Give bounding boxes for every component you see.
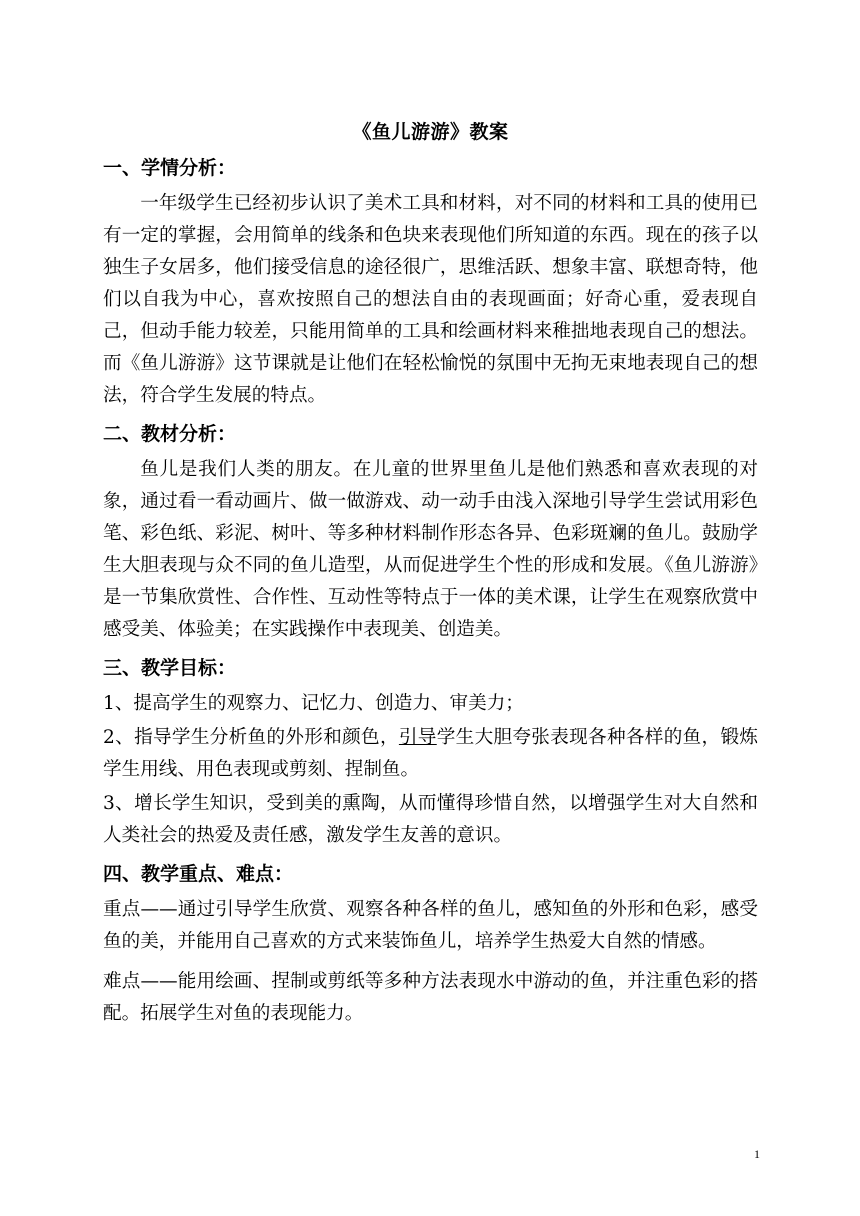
section-heading-teaching-goals: 三、教学目标： bbox=[103, 657, 237, 679]
material-analysis-paragraph: 鱼儿是我们人类的朋友。在儿童的世界里鱼儿是他们熟悉和喜欢表现的对象，通过看一看动画片、做一做游戏、动一动手由浅入深地引导学生尝试用彩色笔、彩色纸、彩泥、树叶、等多种材料制作形态各异、色彩斑斓的鱼儿。鼓励学生大胆表现与众不同的鱼儿造型，从而促进学生个性的形成和发展。《鱼儿游游》是一节集欣赏性、合作性、互动性等特点于一体的美术课，让学生在观察欣赏中感受美、体验美；在实践操作中表现美、创造美。 bbox=[103, 459, 758, 640]
teaching-goal-2-text-before: 2、指导学生分析鱼的外形和颜色， bbox=[103, 727, 399, 748]
teaching-goal-1: 1、提高学生的观察力、记忆力、创造力、审美力； bbox=[103, 693, 524, 714]
section-heading-student-analysis: 一、学情分析： bbox=[103, 157, 237, 179]
teaching-goal-2-underlined-text: 引导 bbox=[398, 727, 437, 748]
teaching-goal-2 bbox=[103, 722, 758, 786]
student-analysis-paragraph: 一年级学生已经初步认识了美术工具和材料，对不同的材料和工具的使用已有一定的掌握，会用简单的线条和色块来表现他们所知道的东西。现在的孩子以独生子女居多，他们接受信息的途径很广，思维活跃、想象丰富、联想奇特，他们以自我为中心，喜欢按照自己的想法自由的表现画面；好奇心重，爱表现自己，但动手能力较差，只能用简单的工具和绘画材料来稚拙地表现自己的想法。而《鱼儿游游》这节课就是让他们在轻松愉悦的氛围中无拘无束地表现自己的想法，符合学生发展的特点。 bbox=[103, 193, 758, 406]
section-heading-material-analysis: 二、教材分析： bbox=[103, 423, 237, 445]
document-title: 《鱼儿游游》教案 bbox=[352, 121, 509, 143]
page-number: 1 bbox=[754, 1147, 760, 1161]
teaching-goal-2-text-after: 学生大胆夸张表现各种各样的鱼，锻炼学生用线、用色表现或剪刻、捏制鱼。 bbox=[103, 727, 758, 780]
document-page bbox=[103, 118, 758, 1030]
section-heading-key-points: 四、教学重点、难点： bbox=[103, 863, 294, 885]
teaching-goal-3: 3、增长学生知识，受到美的熏陶，从而懂得珍惜自然，以增强学生对大自然和人类社会的热爱及责任感，激发学生友善的意识。 bbox=[103, 793, 758, 846]
key-point-paragraph: 重点——通过引导学生欣赏、观察各种各样的鱼儿，感知鱼的外形和色彩，感受鱼的美，并能用自己喜欢的方式来装饰鱼儿，培养学生热爱大自然的情感。 bbox=[103, 899, 758, 952]
difficult-point-paragraph: 难点——能用绘画、捏制或剪纸等多种方法表现水中游动的鱼，并注重色彩的搭配。拓展学生对鱼的表现能力。 bbox=[103, 971, 758, 1024]
